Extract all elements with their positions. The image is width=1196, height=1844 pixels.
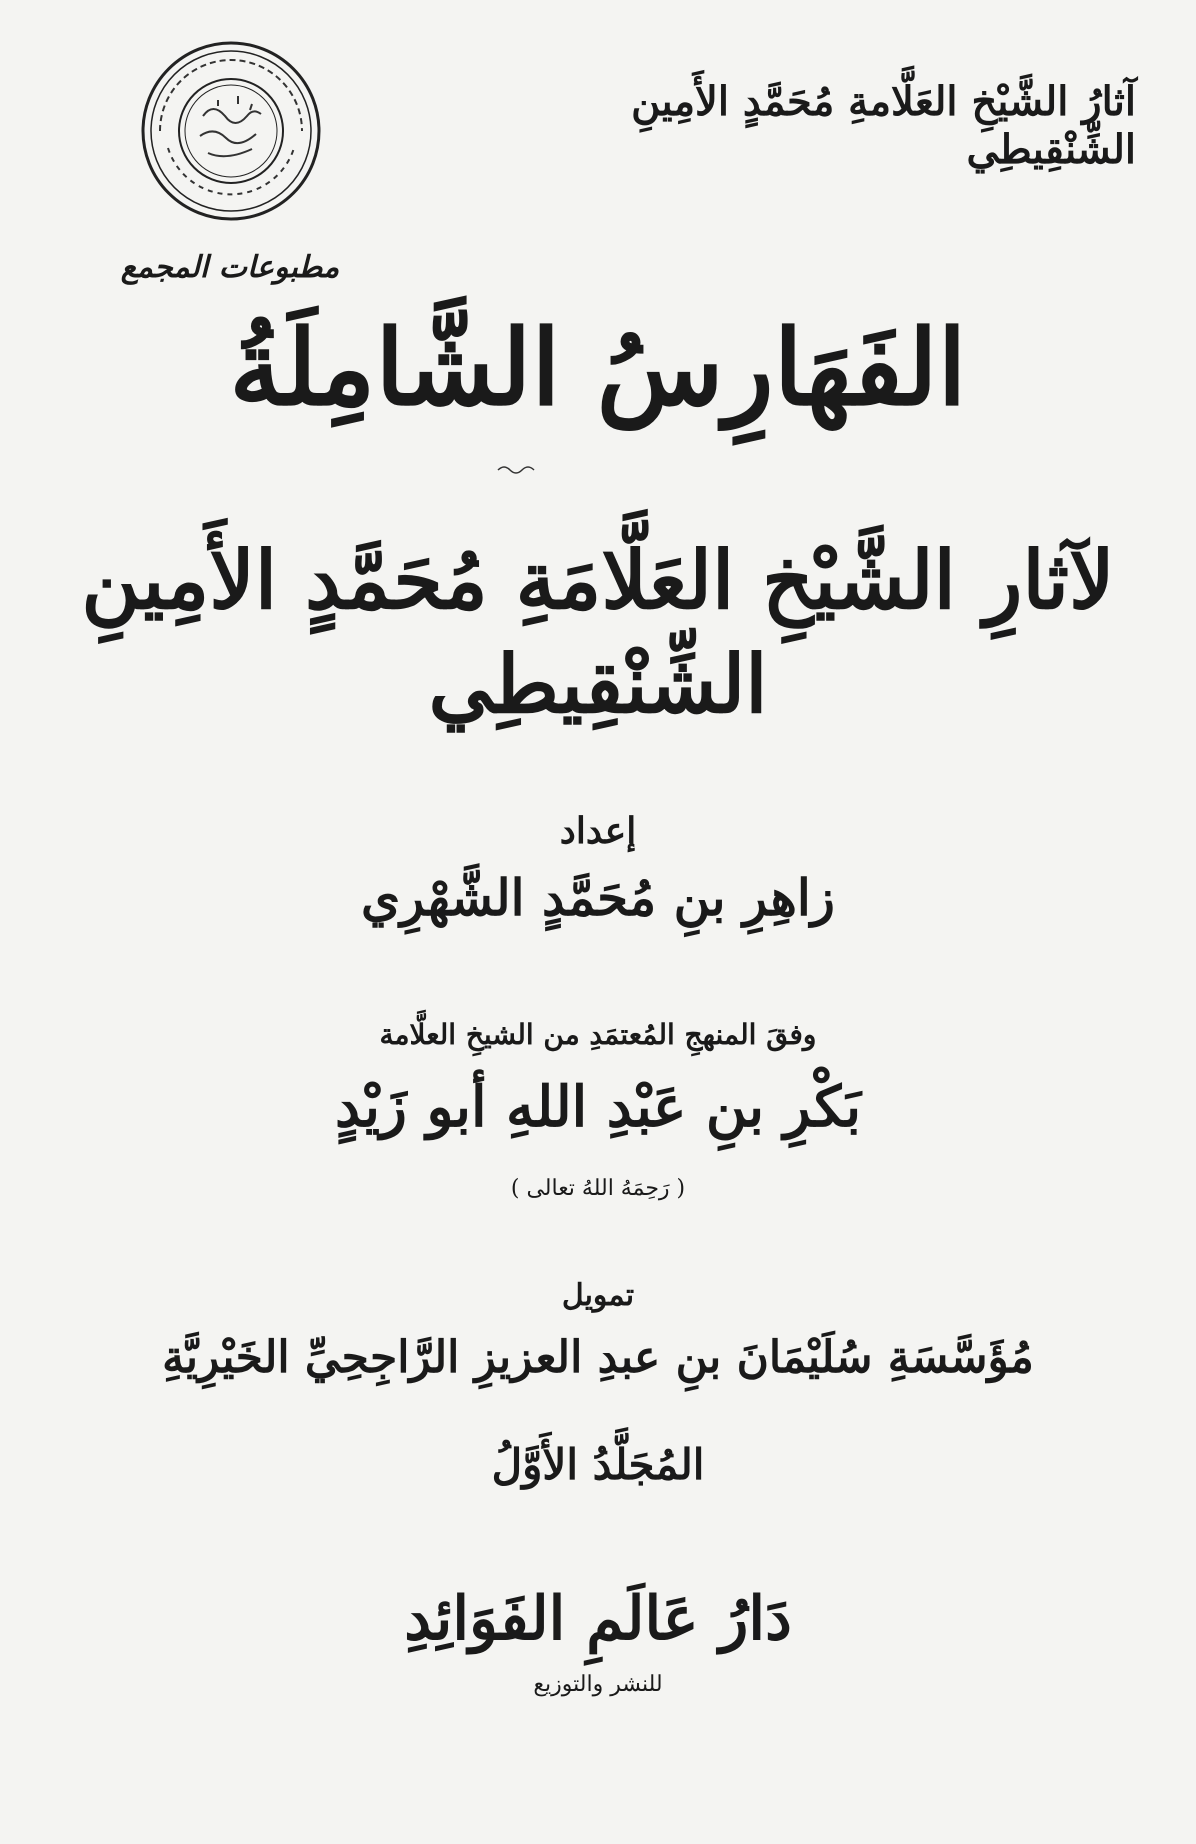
- academy-seal-logo: [138, 38, 324, 224]
- publisher-subtitle: للنشر والتوزيع: [533, 1672, 663, 1697]
- series-title: آثارُ الشَّيْخِ العَلَّامةِ مُحَمَّدٍ الأَمِينِ الشِّنْقِيطِي: [631, 78, 1136, 173]
- methodology-text: وفقَ المنهجِ المُعتمَدِ من الشيخِ العلَّامة: [379, 1018, 817, 1051]
- book-title: الفَهَارِسُ الشَّامِلَةُ: [229, 306, 967, 429]
- funding-label: تمويل: [561, 1278, 635, 1313]
- publisher-name: دَارُ عَالَمِ الفَوَائِدِ: [404, 1584, 792, 1654]
- book-subtitle: لآثارِ الشَّيْخِ العَلَّامَةِ مُحَمَّدٍ الأَمِينِ الشِّنْقِيطِي: [81, 533, 1115, 731]
- volume-label: المُجَلَّدُ الأَوَّلُ: [491, 1440, 705, 1489]
- funder-name: مُؤَسَّسَةِ سُلَيْمَانَ بنِ عبدِ العزيزِ الرَّاجِحِيِّ الخَيْرِيَّةِ: [162, 1332, 1034, 1383]
- preparation-label: إعداد: [559, 810, 637, 852]
- honorific-text: ( رَحِمَهُ اللهُ تعالى ): [510, 1176, 686, 1201]
- scholar-name: بَكْرِ بنِ عَبْدِ اللهِ أبو زَيْدٍ: [334, 1074, 862, 1140]
- author-name: زاهِرِ بنِ مُحَمَّدٍ الشَّهْرِي: [361, 868, 835, 927]
- ornament-icon: [496, 462, 536, 476]
- seal-caption: مطبوعات المجمع: [120, 250, 340, 285]
